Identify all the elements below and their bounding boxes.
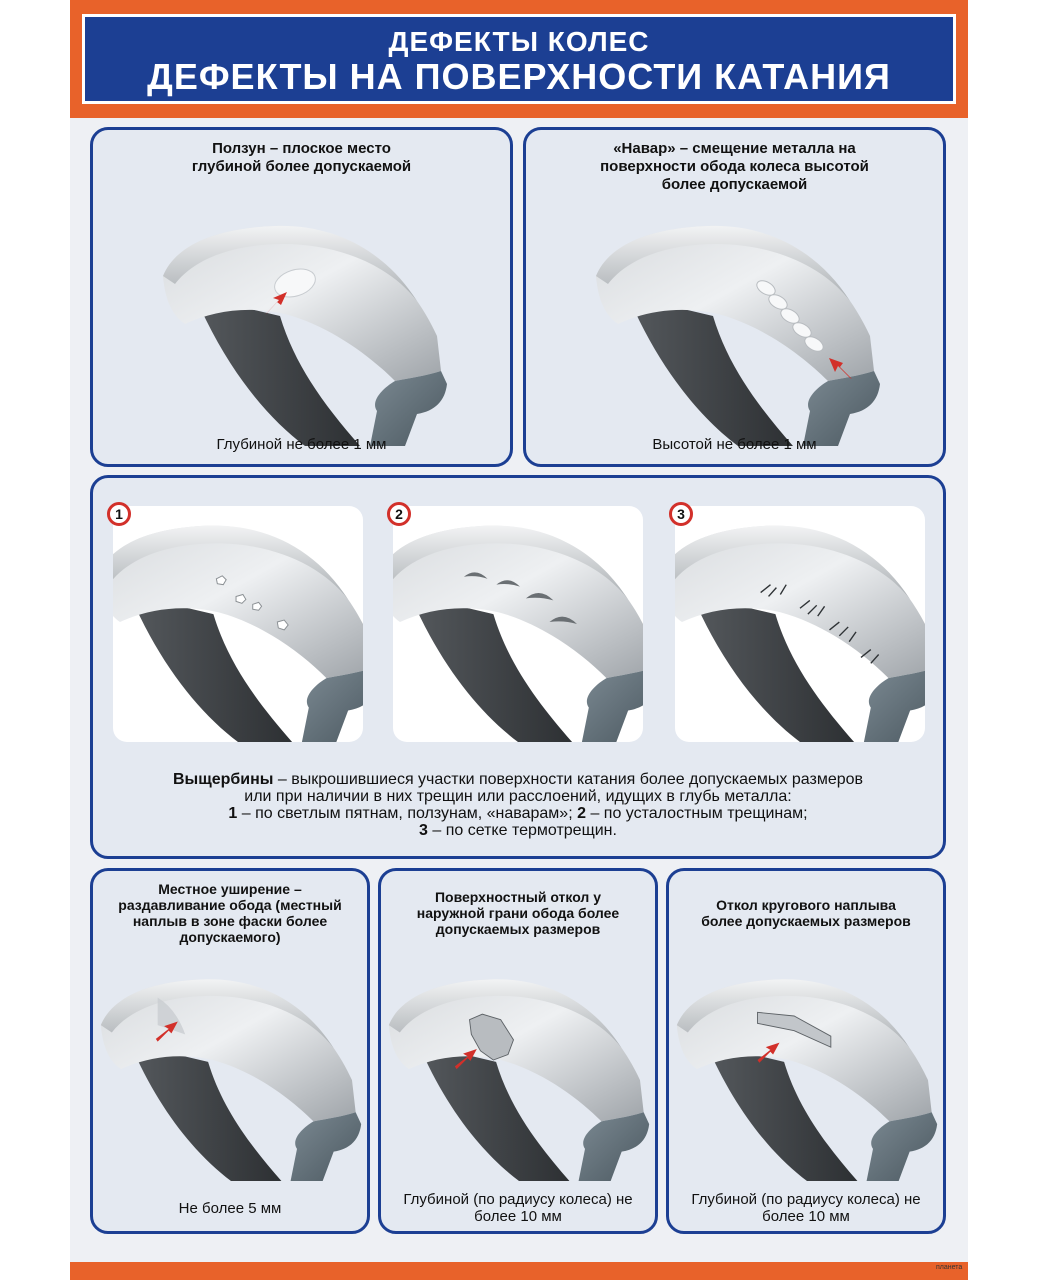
shelling-description — [93, 771, 943, 839]
wheel-illustration — [155, 206, 455, 446]
publisher-logo: планета — [936, 1264, 963, 1271]
wheel-illustration — [113, 506, 363, 742]
shelling-text-1: – по светлым пятнам, ползунам, «наварам»; — [237, 805, 578, 822]
panel-buildup-caption: Высотой не более 1 мм — [652, 436, 817, 453]
bottom-band — [70, 1262, 968, 1280]
panel-slide-caption: Глубиной не более 1 мм — [216, 436, 387, 453]
shelling-text-2: – по усталостным трещинам; — [586, 805, 808, 822]
panel-buildup-title: «Навар» – смещение металла на поверхности обода колеса высотой более допускаемой — [600, 140, 869, 193]
panel-spalling — [378, 868, 658, 1234]
panel-widening-title: Местное уширение – раздавливание обода (местный наплыв в зоне фаски более допускаемого) — [118, 881, 342, 945]
panel-buildup — [523, 127, 946, 467]
header-title-small: ДЕФЕКТЫ КОЛЕС — [388, 26, 650, 57]
header-title-large: ДЕФЕКТЫ НА ПОВЕРХНОСТИ КАТАНИЯ — [147, 56, 891, 97]
shelling-line-4 — [93, 822, 943, 839]
shelling-line-2: или при наличии в них трещин или расслоений, идущих в глубь металла: — [244, 788, 792, 805]
photo-shelling-1 — [113, 506, 363, 742]
photo-shelling-2 — [393, 506, 643, 742]
wheel-illustration — [675, 506, 925, 742]
panel-spalling-caption: Глубиной (по радиусу колеса) не более 10 мм — [403, 1191, 633, 1225]
panel-widening-caption: Не более 5 мм — [178, 1200, 282, 1217]
header-band — [70, 0, 968, 118]
shelling-line-1 — [93, 771, 943, 788]
poster — [70, 0, 968, 1280]
shelling-num-3: 3 — [419, 822, 428, 839]
panel-slide-title: Ползун – плоское место глубиной более допускаемой — [191, 140, 412, 175]
shelling-text-3: – по сетке термотрещин. — [427, 822, 617, 839]
header-title-box — [82, 14, 956, 104]
shelling-line-3 — [93, 805, 943, 822]
shelling-num-1: 1 — [228, 805, 238, 822]
badge-3: 3 — [669, 502, 693, 526]
panel-flange-chip — [666, 868, 946, 1234]
wheel-illustration — [588, 206, 888, 446]
wheel-illustration — [669, 961, 945, 1181]
wheel-illustration — [93, 961, 369, 1181]
badge-2: 2 — [387, 502, 411, 526]
wheel-illustration — [381, 961, 657, 1181]
shelling-term: Выщербины — [172, 771, 274, 788]
shelling-line-1-text: – выкрошившиеся участки поверхности катания более допускаемых размеров — [273, 771, 864, 788]
panel-widening — [90, 868, 370, 1234]
shelling-num-2: 2 — [577, 805, 586, 822]
panel-shelling — [90, 475, 946, 859]
photo-shelling-3 — [675, 506, 925, 742]
panel-slide-flat — [90, 127, 513, 467]
wheel-illustration — [393, 506, 643, 742]
badge-1: 1 — [107, 502, 131, 526]
panel-spalling-title: Поверхностный откол у наружной грани обода более допускаемых размеров — [416, 889, 620, 937]
panel-flange-chip-title: Откол кругового наплыва более допускаемых размеров — [701, 897, 911, 929]
panel-flange-chip-caption: Глубиной (по радиусу колеса) не более 10 мм — [691, 1191, 921, 1225]
